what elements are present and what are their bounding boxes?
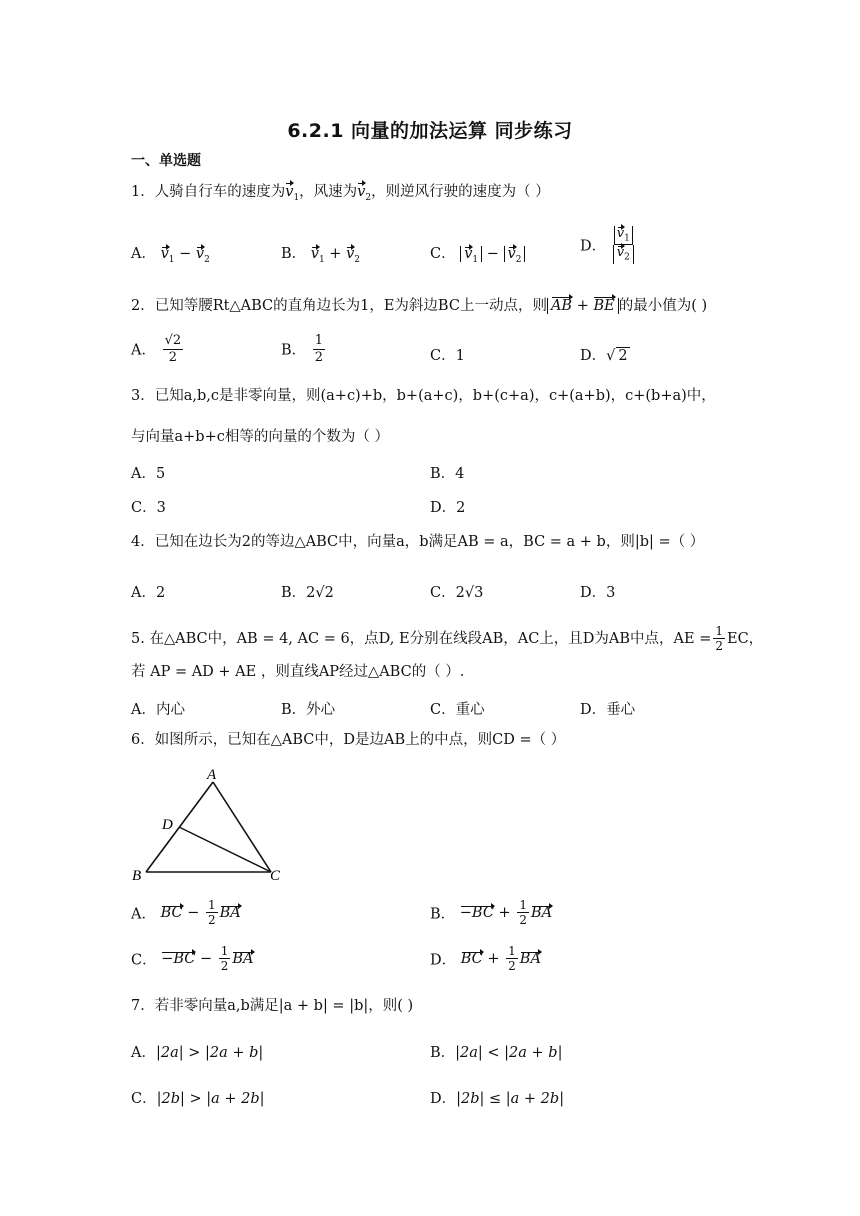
q6-d-op: + xyxy=(487,950,500,967)
q1-c-sub1: 1 xyxy=(472,254,479,265)
q1-option-b: B． $v_1 + v_2$ xyxy=(281,246,361,265)
q1-c-abs1 xyxy=(460,246,482,265)
q1-option-c: C． $v_1 - v_2$ xyxy=(430,242,525,265)
q7-d-label: D． xyxy=(430,1091,457,1107)
q7-c-label: C． xyxy=(131,1091,157,1107)
q1-c-sub2: 2 xyxy=(515,254,522,265)
q6-a-expr-b: BA xyxy=(219,904,241,921)
q5-frac-num: 1 xyxy=(715,624,723,638)
q2-v1: AB xyxy=(551,296,572,318)
q6-a-frac xyxy=(206,898,218,928)
question-3-line-2: 与向量a+b+c相等的向量的个数为（ ） xyxy=(131,429,389,445)
q1-a-v1: v xyxy=(160,246,169,262)
question-3-line-1: 3．已知a,b,c是非零向量，则(a+c)+b，b+(a+c)，b+(c+a)，c+(a+b)，c+(b+a)中， xyxy=(131,388,716,404)
q2-b-num: 1 xyxy=(314,333,324,348)
q6-option-b xyxy=(430,898,552,928)
q4-b-val: 2√2 xyxy=(306,585,334,601)
q4-option-c-label: C． xyxy=(430,585,456,601)
q5-line1-text: 5. 在△ABC中，AB = 4, AC = 6，点D, E分别在线段AB，AC上，且D为AB中点，AE = xyxy=(131,630,712,647)
q3-option-b: B．4 xyxy=(430,466,465,482)
q1-option-d-label: D． xyxy=(580,238,607,255)
q1-b-v2: v xyxy=(346,246,355,262)
q2-v2: BE xyxy=(593,296,614,318)
q7-option-b xyxy=(430,1041,562,1062)
q7-a-label: A． xyxy=(131,1045,156,1061)
q3-option-d: D．2 xyxy=(430,500,466,516)
q1-c-abs2 xyxy=(504,246,526,265)
q6-c-frac xyxy=(219,944,231,974)
q4-option-b-label: B． xyxy=(281,585,307,601)
q1-text-c: ，则逆风行驶的速度为（ ） xyxy=(371,184,550,200)
q1-a-v2: v xyxy=(195,246,205,262)
q7-option-d xyxy=(430,1087,564,1108)
q1-option-a: A． $v_1 - v_2$ xyxy=(131,246,210,265)
q6-a-frac-n: 1 xyxy=(208,898,216,912)
q7-a-expr: |2a| > |2a + b| xyxy=(155,1045,264,1061)
q7-c-expr: |2b| > |a + 2b| xyxy=(156,1091,265,1107)
q1-option-d xyxy=(580,226,636,264)
q2-option-a xyxy=(131,333,185,365)
question-2 xyxy=(131,296,707,318)
q5-option-d: D．垂心 xyxy=(580,702,636,718)
question-7: 7．若非零向量a,b满足|a + b| = |b|，则( ) xyxy=(131,998,414,1014)
q5-option-b: B．外心 xyxy=(281,702,336,718)
q6-a-op: − xyxy=(187,904,200,921)
q5-option-a: A．内心 xyxy=(131,702,185,718)
question-1 xyxy=(131,182,550,205)
q6-b-frac-d: 2 xyxy=(519,913,527,928)
q6-a-label: A． xyxy=(131,906,156,923)
q6-c-label: C． xyxy=(131,952,157,969)
q6-b-frac xyxy=(517,898,529,928)
page-title: 6.2.1 向量的加法运算 同步练习 xyxy=(287,120,573,142)
q6-c-expr-a: −BC xyxy=(161,950,196,967)
q6-d-frac-d: 2 xyxy=(508,959,516,974)
q1-d-v1: v xyxy=(616,226,625,241)
q5-frac-den: 2 xyxy=(715,639,723,654)
q1-v1: v xyxy=(285,182,293,204)
q2-a-den: 2 xyxy=(168,349,178,365)
q5-frac xyxy=(713,624,725,654)
q3-option-a: A．5 xyxy=(131,466,166,482)
q1-a-sub2: 2 xyxy=(204,254,210,265)
q2-b-den: 2 xyxy=(314,349,324,365)
q2-b-frac xyxy=(313,333,325,365)
q6-b-label: B． xyxy=(430,906,456,923)
q2-option-a-label: A． xyxy=(131,342,156,359)
q6-d-expr-a: BC xyxy=(460,950,483,967)
q4-option-b xyxy=(281,581,334,602)
q1-sub1: 1 xyxy=(293,192,300,203)
q6-b-frac-n: 1 xyxy=(519,898,527,912)
q2-a-num: √2 xyxy=(164,333,182,348)
q6-c-op: − xyxy=(200,950,213,967)
question-5-line-2: 若 AP = AD + AE ，则直线AP经过△ABC的（ ）. xyxy=(131,664,465,680)
q2-d-val: 2 xyxy=(618,348,628,364)
q5-line1-tail: EC， xyxy=(727,630,764,647)
q2-option-d: D．√ 2 xyxy=(580,348,628,364)
q6-option-a xyxy=(131,898,241,928)
label-a: A xyxy=(207,767,217,783)
q6-option-c xyxy=(131,944,254,974)
q7-b-expr: |2a| < |2a + b| xyxy=(455,1045,563,1061)
q6-c-expr-b: BA xyxy=(232,950,254,967)
q2-option-c: C．1 xyxy=(430,348,465,364)
q7-option-c xyxy=(131,1087,265,1108)
q2-option-b xyxy=(281,333,327,365)
q6-c-frac-d: 2 xyxy=(220,959,229,974)
question-4: 4．已知在边长为2的等边△ABC中，向量a，b满足AB = a，BC = a + b，则|b| =（ ） xyxy=(131,534,705,550)
q4-option-a: A．2 xyxy=(131,585,166,601)
q6-d-expr-b: BA xyxy=(519,950,541,967)
q2-a-frac xyxy=(163,333,184,365)
q2-text: 2．已知等腰Rt△ABC的直角边长为1，E为斜边BC上一动点，则 xyxy=(131,298,547,314)
q2-abs: AB + BE xyxy=(547,298,619,314)
q1-a-sub1: 1 xyxy=(168,254,175,265)
q6-b-op: + xyxy=(498,904,511,921)
q1-d-sub2: 2 xyxy=(624,252,630,263)
q7-d-expr: |2b| ≤ |a + 2b| xyxy=(456,1091,565,1107)
q4-option-c xyxy=(430,581,483,602)
q1-b-sub2: 2 xyxy=(354,254,361,265)
q1-d-den xyxy=(613,245,634,263)
q6-c-frac-n: 1 xyxy=(220,944,229,958)
q5-option-c: C．重心 xyxy=(430,702,485,718)
label-c: C xyxy=(270,868,281,884)
q1-option-a-label: A． xyxy=(131,246,156,262)
q1-d-sub1: 1 xyxy=(624,233,630,244)
q6-a-expr-a: BC xyxy=(160,904,183,921)
q2-option-b-label: B． xyxy=(281,342,307,359)
q1-text-a: 1．人骑自行车的速度为 xyxy=(131,184,286,200)
q6-a-frac-d: 2 xyxy=(208,913,216,928)
q1-d-v2: v xyxy=(616,245,625,261)
q6-d-label: D． xyxy=(430,952,457,969)
label-b: B xyxy=(132,868,142,884)
q1-option-c-label: C． xyxy=(430,246,456,262)
q2-option-d-label: D． xyxy=(580,348,607,364)
q1-b-v1: v xyxy=(310,246,319,262)
q4-c-val: 2√3 xyxy=(455,585,484,601)
q6-d-frac-n: 1 xyxy=(508,944,516,958)
label-d: D xyxy=(162,817,173,833)
question-5-line-1 xyxy=(131,624,763,654)
q4-option-d: D．3 xyxy=(580,585,616,601)
q2-tail: 的最小值为( ) xyxy=(618,298,708,314)
q3-option-c: C．3 xyxy=(131,500,166,516)
q6-d-frac xyxy=(506,944,518,974)
q6-b-expr-a: −BC xyxy=(459,904,494,921)
q1-c-v1: v xyxy=(464,246,473,262)
section-heading: 一、单选题 xyxy=(131,153,201,169)
q7-b-label: B． xyxy=(430,1045,456,1061)
q1-b-sub1: 1 xyxy=(318,254,325,265)
q1-c-v2: v xyxy=(507,246,516,262)
question-6: 6．如图所示，已知在△ABC中，D是边AB上的中点，则CD =（ ） xyxy=(131,732,566,748)
q1-text-b: ，风速为 xyxy=(299,184,358,200)
q1-v2: v xyxy=(357,182,365,204)
q6-option-d xyxy=(430,944,541,974)
q1-sub2: 2 xyxy=(365,192,372,203)
q7-option-a xyxy=(131,1041,263,1062)
q1-d-frac xyxy=(613,226,634,264)
q1-option-b-label: B． xyxy=(281,246,307,262)
q6-b-expr-b: BA xyxy=(530,904,553,921)
triangle-figure xyxy=(128,765,288,885)
